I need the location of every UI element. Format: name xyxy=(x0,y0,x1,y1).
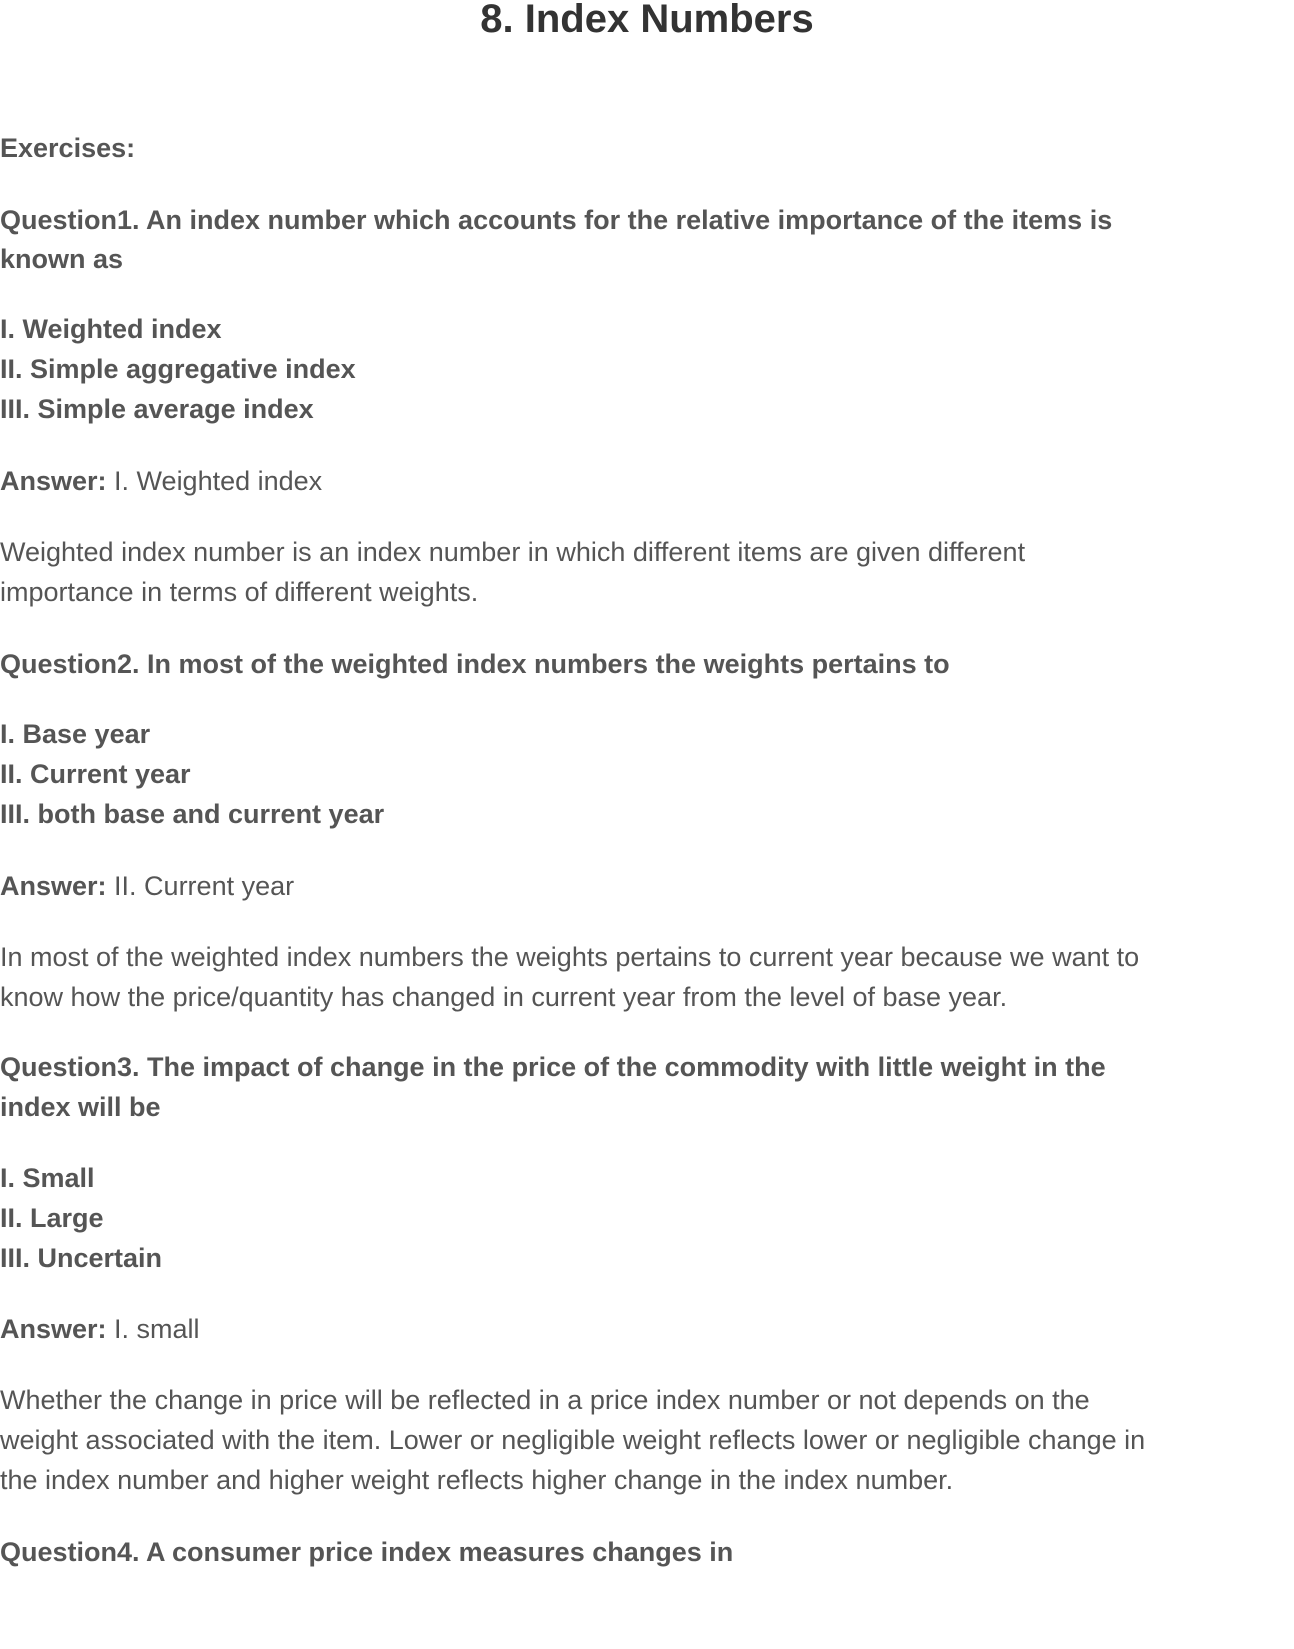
question-3-explanation-line-3: the index number and higher weight reflects higher change in the index number. xyxy=(0,1465,954,1495)
section-label: Exercises: xyxy=(0,133,136,163)
question-3-option-2: II. Large xyxy=(0,1203,104,1233)
question-1-explanation-line-1: Weighted index number is an index number in which different items are given different xyxy=(0,537,1026,567)
question-1 xyxy=(0,199,1294,280)
question-3 xyxy=(0,1047,1294,1127)
question-3-explanation-line-1: Whether the change in price will be reflected in a price index number or not depends on the xyxy=(0,1385,1090,1415)
answer-label: Answer: xyxy=(0,871,107,901)
question-3-option-1: I. Small xyxy=(0,1163,95,1193)
question-1-explanation xyxy=(0,532,1294,612)
question-2-option-3: III. both base and current year xyxy=(0,799,385,829)
question-2-explanation-line-1: In most of the weighted index numbers the weights pertains to current year because we want to xyxy=(0,942,1140,972)
answer-label: Answer: xyxy=(0,1314,107,1344)
question-2-option-2: II. Current year xyxy=(0,759,191,789)
question-4 xyxy=(0,1531,1294,1573)
question-1-line-1: Question1. An index number which accounts for the relative importance of the items is xyxy=(0,205,1113,235)
question-2-option-1: I. Base year xyxy=(0,719,151,749)
question-2-options xyxy=(0,714,1294,834)
question-1-options xyxy=(0,309,1294,429)
answer-label: Answer: xyxy=(0,466,107,496)
question-1-option-3: III. Simple average index xyxy=(0,394,314,424)
question-2-explanation xyxy=(0,937,1294,1017)
question-2-line-1: Question2. In most of the weighted index numbers the weights pertains to xyxy=(0,649,950,679)
question-3-explanation xyxy=(0,1380,1294,1500)
question-3-option-3: III. Uncertain xyxy=(0,1243,163,1273)
question-4-line-1: Question4. A consumer price index measures changes in xyxy=(0,1537,734,1567)
question-3-line-1: Question3. The impact of change in the price of the commodity with little weight in the xyxy=(0,1052,1106,1082)
question-1-explanation-line-2: importance in terms of different weights. xyxy=(0,577,479,607)
question-2-answer-text: II. Current year xyxy=(114,871,295,901)
question-2-answer xyxy=(0,865,1294,907)
question-3-answer-text: I. small xyxy=(114,1314,200,1344)
question-1-answer-text: I. Weighted index xyxy=(114,466,323,496)
question-1-option-2: II. Simple aggregative index xyxy=(0,354,356,384)
question-3-options xyxy=(0,1158,1294,1278)
question-2-explanation-line-2: know how the price/quantity has changed in current year from the level of base year. xyxy=(0,982,1008,1012)
page-title: 8. Index Numbers xyxy=(480,0,814,41)
question-2 xyxy=(0,643,1294,685)
question-1-answer xyxy=(0,460,1294,502)
question-1-option-1: I. Weighted index xyxy=(0,314,222,344)
question-3-line-2: index will be xyxy=(0,1092,161,1122)
question-3-explanation-line-2: weight associated with the item. Lower or negligible weight reflects lower or negligible change in xyxy=(0,1425,1146,1455)
question-3-answer xyxy=(0,1308,1294,1350)
question-1-line-2: known as xyxy=(0,244,124,274)
